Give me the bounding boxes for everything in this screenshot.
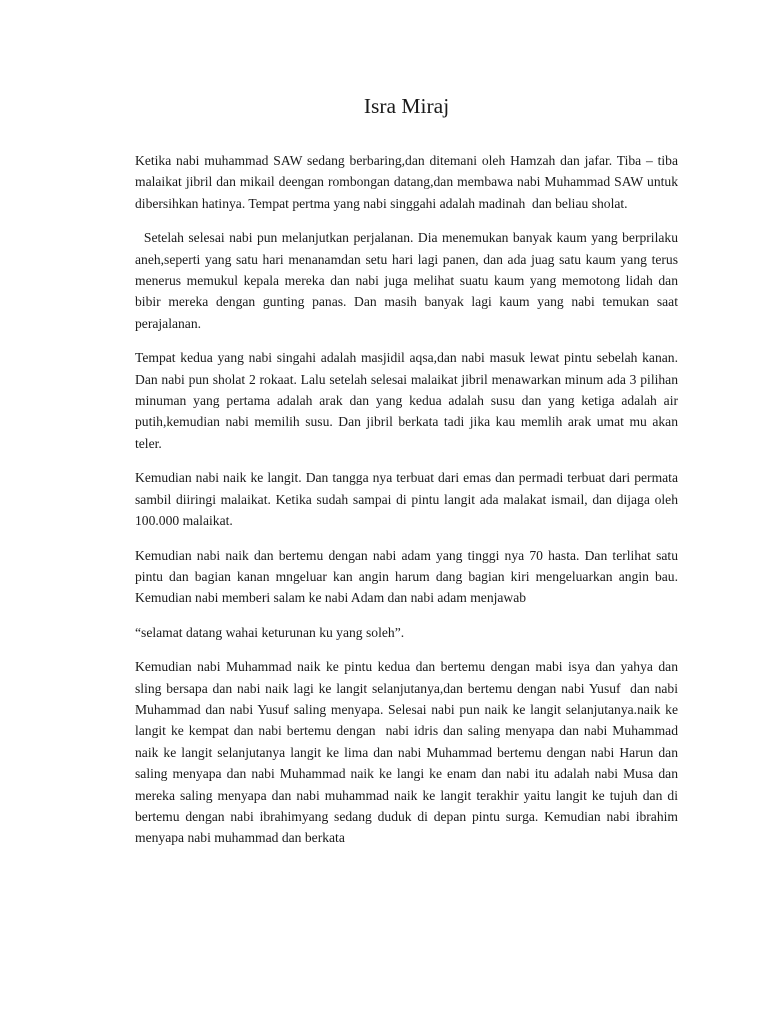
document-page	[135, 88, 682, 862]
paragraph-5: Kemudian nabi naik dan bertemu dengan nabi adam yang tinggi nya 70 hasta. Dan terlihat satu pintu dan bagian kanan mngeluar kan angin harum dang bagian kiri mengeluarkan angin bau. Kemudian nabi memberi salam ke nabi Adam dan nabi adam menjawab	[135, 547, 682, 606]
paragraph-7: Kemudian nabi Muhammad naik ke pintu kedua dan bertemu dengan mabi isya dan yahya dan sling bersapa dan nabi naik lagi ke langit selanjutanya,dan bertemu dengan nabi Yusuf dan nabi Muhammad dan nabi Yusuf saling menyapa. Selesai nabi pun naik ke langit selanjutanya.naik ke langit ke kempat dan nabi bertemu dengan nabi idris dan saling menyapa dan nabi Muhammad naik ke langit selanjutanya langit ke lima dan nabi Muhammad bertemu dengan nabi Harun dan saling menyapa dan nabi Muhammad naik ke langi ke enam dan nabi itu adalah nabi Musa dan mereka saling menyapa dan nabi muhammad naik ke langit terakhir yaitu langit ke tujuh dan di bertemu dengan nabi ibrahimyang sedang duduk di depan pintu surga. Kemudian nabi ibrahim menyapa nabi muhammad dan berkata	[135, 659, 682, 846]
paragraph-1: Ketika nabi muhammad SAW sedang berbaring,dan ditemani oleh Hamzah dan jafar. Tiba – tiba malaikat jibril dan mikail deengan rombongan datang,dan membawa nabi Muhammad SAW untuk dibersihkan hatinya. Tempat pertma yang nabi singgahi adalah madinah dan beliau sholat.	[135, 153, 682, 211]
paragraph-2: Setelah selesai nabi pun melanjutkan perjalanan. Dia menemukan banyak kaum yang berprilaku aneh,seperti yang satu hari menanamdan setu hari lagi panen, dan ada juag satu kaum yang terus menerus memukul kepala mereka dan nabi juga melihat suatu kaum yang memotong lidah dan bibir mereka dengan gunting panas. Dan masih banyak lagi kaum yang nabi temukan saat perajalanan.	[135, 230, 682, 331]
paragraph-3: Tempat kedua yang nabi singahi adalah masjidil aqsa,dan nabi masuk lewat pintu sebelah kanan. Dan nabi pun sholat 2 rokaat. Lalu setelah selesai malaikat jibril menawarkan minum ada 3 pilihan minuman yang pertama adalah arak dan yang kedua adalah susu dan yang ketiga adalah air putih,kemudian nabi memilih susu. Dan jibril berkata tadi jika kau memlih arak umat mu akan teler.	[135, 350, 682, 451]
paragraph-6-quote: “selamat datang wahai keturunan ku yang soleh”.	[135, 624, 405, 640]
document-title: Isra Miraj	[363, 94, 450, 118]
paragraph-4: Kemudian nabi naik ke langit. Dan tangga nya terbuat dari emas dan permadi terbuat dari permata sambil diiringi malaikat. Ketika sudah sampai di pintu langit ada malakat ismail, dan dijaga oleh 100.000 malaikat.	[135, 470, 682, 529]
